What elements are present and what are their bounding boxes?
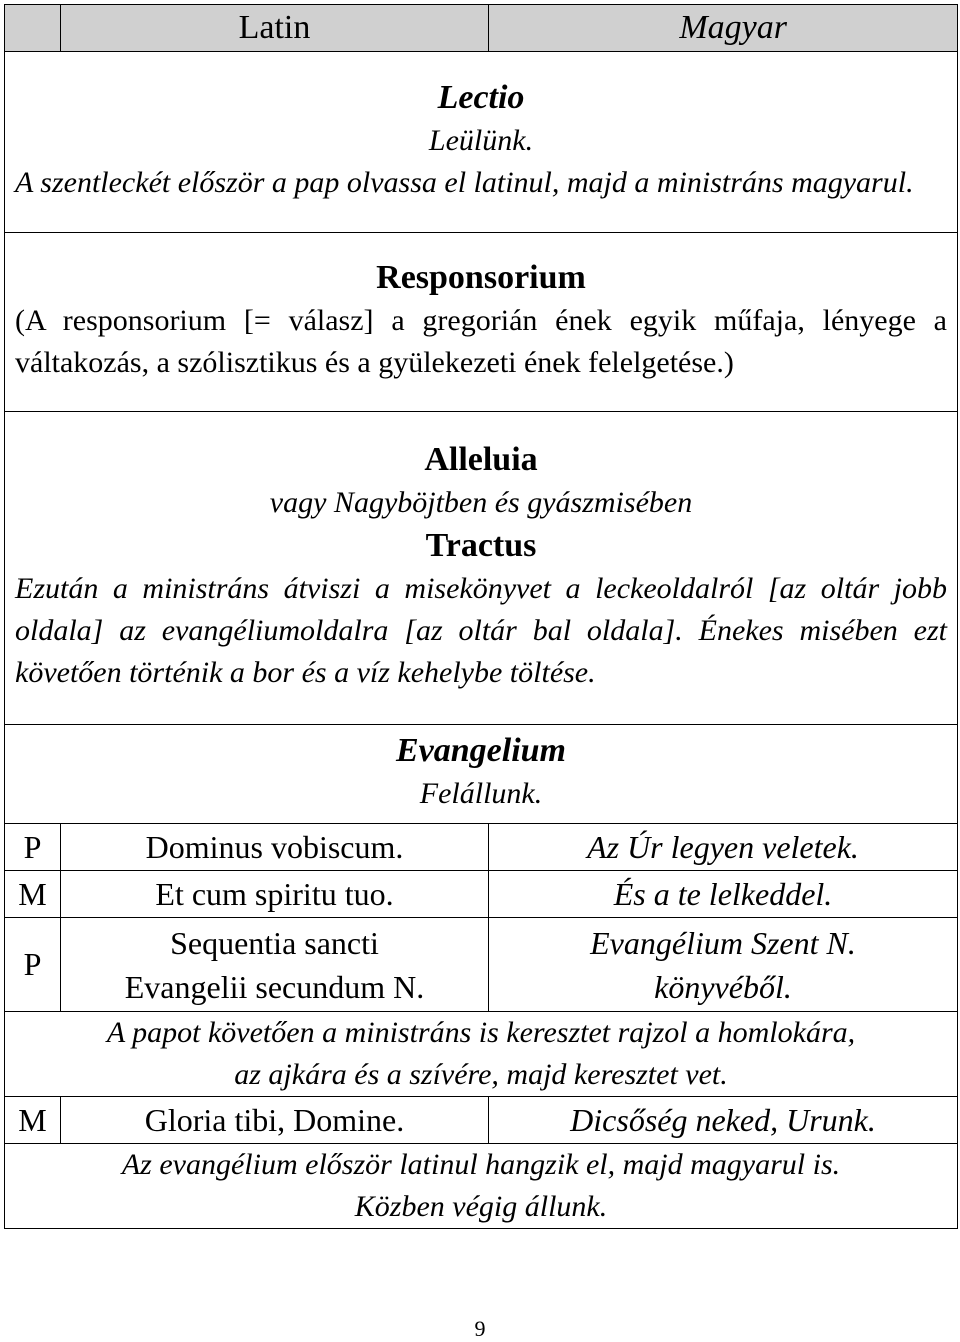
evangelium-title: Evangelium xyxy=(395,732,567,769)
latin-text xyxy=(61,918,489,1012)
header-row xyxy=(5,5,958,52)
lectio-instruction: Leülünk. xyxy=(428,124,534,157)
latin-text: Gloria tibi, Domine. xyxy=(61,1097,489,1144)
dialogue-row xyxy=(5,824,958,871)
gloria-row xyxy=(5,1097,958,1144)
magyar-line: Evangélium Szent N. xyxy=(590,924,856,961)
dialogue-row xyxy=(5,918,958,1012)
magyar-text: Dicsőség neked, Urunk. xyxy=(489,1097,958,1144)
alleluia-alt: vagy Nagyböjtben és gyászmisében xyxy=(269,486,693,519)
magyar-text: És a te lelkeddel. xyxy=(489,871,958,918)
role-label: M xyxy=(5,871,61,918)
closing-line1: Az evangélium először latinul hangzik el, majd magyarul is. xyxy=(121,1148,841,1181)
latin-line: Sequentia sancti xyxy=(170,924,379,961)
closing-line2: Közben végig állunk. xyxy=(354,1190,608,1223)
responsorium-note: (A responsorium [= válasz] a gregorián ének egyik műfaja, lényege a váltakozás, a szólisztikus és a gyülekezeti ének felelgetése.) xyxy=(15,304,947,379)
cross-note-line1: A papot követően a ministráns is keresztet rajzol a homlokára, xyxy=(106,1016,856,1049)
alleluia-title: Alleluia xyxy=(424,441,538,478)
dialogue-row xyxy=(5,871,958,918)
lectio-section xyxy=(5,52,958,233)
cross-note-line2: az ajkára és a szívére, majd keresztet vet. xyxy=(234,1058,728,1091)
responsorium-section xyxy=(5,233,958,412)
alleluia-section xyxy=(5,412,958,725)
evangelium-section xyxy=(5,725,958,824)
header-latin: Latin xyxy=(61,5,489,52)
lectio-note: A szentleckét először a pap olvassa el latinul, majd a ministráns magyarul. xyxy=(15,166,914,199)
magyar-line: könyvéből. xyxy=(654,968,792,1005)
alleluia-note: Ezután a ministráns átviszi a misekönyvet a leckeoldalról [az oltár jobb oldala] az evangéliumoldalra [az oltár bal oldala]. Énekes misében ezt követően történik a bor és a víz kehelybe töltése. xyxy=(15,572,947,689)
closing-section xyxy=(5,1144,958,1229)
latin-text: Et cum spiritu tuo. xyxy=(61,871,489,918)
header-magyar: Magyar xyxy=(489,5,958,52)
evangelium-instruction: Felállunk. xyxy=(419,777,543,810)
responsorium-title: Responsorium xyxy=(376,259,586,296)
page-number: 9 xyxy=(474,1316,486,1341)
role-label: M xyxy=(5,1097,61,1144)
latin-line: Evangelii secundum N. xyxy=(124,968,425,1005)
magyar-text: Az Úr legyen veletek. xyxy=(489,824,958,871)
latin-text: Dominus vobiscum. xyxy=(61,824,489,871)
role-label: P xyxy=(5,918,61,1012)
magyar-text xyxy=(489,918,958,1012)
tractus-title: Tractus xyxy=(425,527,537,564)
cross-note-section xyxy=(5,1012,958,1097)
liturgy-table xyxy=(4,4,958,1229)
header-role-cell xyxy=(5,5,61,52)
lectio-title: Lectio xyxy=(437,79,525,116)
role-label: P xyxy=(5,824,61,871)
